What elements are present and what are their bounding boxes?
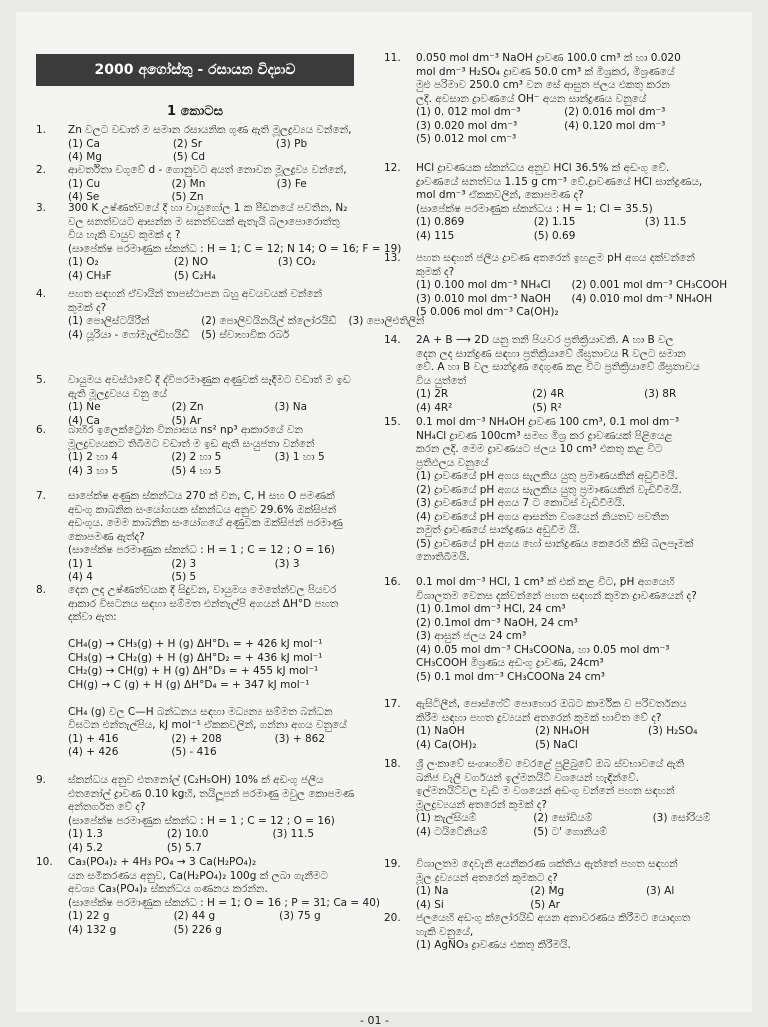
answer-option: (3) 11.5 (644, 216, 687, 228)
answer-options (416, 388, 744, 415)
question-text-line: (සාපේක්ෂ පරමාණුක ස්කන්ධ : H = 1; O = 16 ; P = 31; Ca = 40) (68, 896, 381, 909)
answer-option: (4) Mg (68, 151, 102, 163)
answer-option: (3) Fe (276, 177, 307, 190)
exam-page (16, 12, 752, 1027)
answer-option: (1) පොලිස්ටයිරීන් (68, 315, 150, 327)
answer-option (709, 120, 744, 134)
answer-options (68, 733, 366, 760)
answer-option: (3) Al (645, 885, 675, 897)
question-text-line: (සාපේක්ෂ පරමාණුක ස්කන්ධය : H = 1; Cl = 35.5) (416, 202, 653, 215)
question-text-line: (5) 0.1 mol dm⁻³ CH₃COONa 24 cm³ (416, 670, 605, 683)
question-number: 12. (384, 162, 401, 174)
question-text-line: මූලද්‍රව්‍යයකට තිබීමට වඩාත් ම ඉඩ ඇති සංයුජතා වන්නේ (68, 437, 315, 450)
question-number: 2. (36, 164, 47, 176)
answer-option: (2) Mg (530, 885, 565, 897)
question-text-line: 0.1 mol dm⁻³ HCl, 1 cm³ ක් එක් කළ විට, pH අගයෙහි (416, 576, 675, 588)
answer-option: (5) 0.69 (533, 229, 576, 242)
answer-option: (1) Cu (68, 177, 101, 190)
question-text-line: දෙන ලද සාන්ද්‍රණ සඳහා ප්‍රතික්‍රියාවේ ශීඝ්‍රතාවය R වලට සමාන (416, 347, 686, 360)
answer-option: (5) - 416 (171, 746, 217, 758)
question-text-line: විශාලතම දෙවැනි අයනීකරණ ශක්තිය ඇත්තේ පහත සඳහන් (416, 858, 678, 870)
answer-option: (4) යූරියා - ෆෝමැල්ඩිහයිඩ් (68, 328, 190, 341)
question-number: 20. (384, 912, 401, 924)
question-text-line: Ca₃(PO₄)₂ + 4H₃ PO₄ → 3 Ca(H₂PO₄)₂ (68, 856, 257, 868)
part-heading: 1 කොටස (167, 104, 223, 119)
answer-option: (2) සෝඩියම් (533, 812, 593, 824)
answer-option: (3) පොලිඑතිලීන් (348, 315, 425, 327)
answer-option: (3) Na (274, 401, 308, 413)
question-text-line: කොපමණ ඇත්ද? (68, 530, 145, 543)
answer-option: (5) Cd (172, 151, 206, 163)
question-text-line: දක්වා ඇත: (68, 611, 117, 623)
question-body (68, 490, 366, 585)
answer-option (646, 899, 744, 913)
question-number: 14. (384, 334, 401, 346)
answer-option: (5) 226 g (173, 923, 222, 936)
question-text-line: හැකි වනුයේ, (416, 925, 474, 938)
question-text-line: (4) 0.05 mol dm⁻³ CH₃COONa, හා 0.05 mol dm⁻³ (416, 643, 670, 656)
answer-option: (1) 0.100 mol dm⁻³ NH₄Cl (416, 279, 551, 291)
question-body (416, 576, 744, 684)
answer-option: (5) Zn (171, 191, 204, 203)
question-number: 9. (36, 774, 47, 786)
question-text-line: සාපේක්ෂ අණුක ස්කන්ධය 270 ක් වන, C, H සහ O පමණක් (68, 490, 335, 502)
question-body (416, 698, 744, 752)
question-text-line: mol dm⁻³ H₂SO₄ ද්‍රාවණ 50.0 cm³ ක් මිශ්‍රකර, මිශ්‍රණයේ (416, 65, 675, 78)
question-text-line: විය හැකි වායුව කුමක් ද ? (68, 229, 181, 241)
question-number: 8. (36, 584, 47, 596)
question-text-line: (1) AgNO₃ ද්‍රාවණය එකතු කිරීමයි. (416, 939, 571, 951)
answer-options (416, 279, 744, 320)
answer-option: (5 0.006 mol dm⁻³ Ca(OH)₂ (416, 306, 559, 318)
question-body (68, 584, 366, 760)
answer-option: (4) Se (68, 191, 100, 203)
question-text-line: දෙන ලද උෂ්ණත්වයක දී සිදුවන, වායුමය මෙතේන්වල පියවර (68, 584, 337, 596)
question-text-line: වායුමය අවස්ථාවේ දී ද්විපරමාණුක අණුවක් සෑදීමට වඩාත් ම ඉඩ (68, 374, 351, 386)
answer-option (653, 826, 744, 840)
answer-option: (5) 0.012 mol cm⁻³ (416, 133, 517, 145)
answer-option: (5) C₂H₄ (173, 269, 216, 282)
question-text-line: ස්කන්ධය අනුව එතනෝල් (C₂H₅OH) 10% ක් අඩංගු ජලීය (68, 774, 324, 786)
question-text-line: නොතිබීමයි. (416, 551, 470, 563)
answer-option: (3) + 862 (274, 732, 326, 745)
answer-option: (4) 132 g (68, 923, 117, 936)
question-number: 6. (36, 424, 47, 436)
question-number: 5. (36, 374, 47, 386)
question-text-line: විය යුත්තේ (416, 374, 467, 387)
question-text-line: 0.050 mol dm⁻³ NaOH ද්‍රාවණ 100.0 cm³ ක් හා 0.020 (416, 52, 681, 64)
answer-option: (4) 3 හා 5 (68, 464, 118, 477)
answer-option: (3) 75 g (279, 910, 321, 922)
answer-option: (5) 4 හා 5 (171, 464, 222, 477)
question-body (416, 858, 744, 912)
question-text-line: මූල ද්‍රව්‍යයන් අතරෙන් කුමකට ද? (416, 871, 558, 884)
answer-option: (2) 3 (171, 557, 197, 570)
answer-options (416, 216, 744, 243)
question-text-line: (2) ද්‍රාවණයේ pH අගය සැලකිය යුතු ප්‍රමාණයකින් වැඩිවීමයි. (416, 483, 682, 496)
question-number: 18. (384, 758, 401, 770)
answer-option: (3) H₂SO₄ (647, 725, 698, 737)
answer-option: (5) R² (532, 401, 562, 414)
question-text-line: ආකාර විඝටනය සඳහා සම්මත එන්තැල්පි අගයන් ΔH°D පහත (68, 597, 339, 610)
question-body (416, 252, 744, 320)
question-text-line: පහත සඳහන් ඒවායින් තාපස්ථාපන බහු අවයවයක් වන්නේ (68, 288, 323, 300)
question-text-line: මුළු පරිමාව 250.0 cm³ වන සේ ආසුත ජලය එකතු කරන (416, 79, 670, 91)
question-number: 4. (36, 288, 47, 300)
question-text-line (68, 625, 366, 639)
question-text-line: ඛනිජ වැලි වර්ගයන් ඉල්මනයිට් වශයෙන් හැඳින්වේ. (416, 771, 639, 784)
question-text-line: CH(g) → C (g) + H (g) ΔH°D₄ = + 347 kJ mol⁻¹ (68, 678, 310, 691)
answer-option: (5) 5 (171, 571, 197, 583)
question-number: 11. (384, 52, 401, 64)
question-text-line: අවශ්‍ය Ca₃(PO₄)₂ ස්කන්ධය ගණනය කරන්න. (68, 883, 268, 895)
answer-option: (1) + 416 (68, 732, 119, 745)
question-text-line: කුමක් ද? (416, 265, 455, 278)
question-text-line: මූලද්‍රව්‍යයන් අතරෙන් කුමක් ද? (416, 798, 547, 811)
answer-option: (2) Mn (171, 177, 206, 190)
question-body (68, 374, 366, 428)
answer-option: (2) පොලිවයිනයිල් ක්ලෝරයිඩ් (201, 315, 337, 327)
question-text-line: කුමක් ද? (68, 301, 107, 314)
question-text-line: (සාපේක්ෂ පරමාණුක ස්කන්ධ : H = 1; C = 12; N 14; O = 16; F = 19) (68, 242, 402, 255)
answer-option: (5) Ar (530, 898, 560, 911)
answer-option: (2) Zn (171, 401, 204, 413)
answer-option: (2) 44 g (173, 910, 216, 922)
question-text-line: (4) ද්‍රාවණයේ pH අගය ආසන්න වශයෙන් නියතව පවතින (416, 510, 669, 523)
question-body (68, 164, 366, 205)
question-text-line: (සාපේක්ෂ පරමාණුක ස්කන්ධ : H = 1 ; C = 12 ; O = 16) (68, 814, 335, 827)
answer-options (416, 812, 744, 839)
question-text-line: නමුත් ද්‍රාවණයේ සාන්ද්‍රණය අඩුවීම යි. (416, 524, 580, 536)
answer-options (68, 828, 366, 855)
answer-option (648, 739, 744, 753)
question-text-line: (1) 0.1mol dm⁻³ HCl, 24 cm³ (416, 603, 566, 615)
answer-option: (2) 0.001 mol dm⁻³ CH₃COOH (571, 279, 728, 291)
answer-option: (1) 1.3 (68, 828, 103, 840)
answer-option: (2) Sr (172, 137, 203, 150)
question-number: 19. (384, 858, 401, 870)
question-body (416, 416, 744, 565)
question-text-line: Zn වලට වඩාත් ම සමාන රසායනික ගුණ ඇති මූලද්‍රව්‍යය වන්නේ, (68, 124, 352, 136)
answer-option: (1) 0. 012 mol dm⁻³ (416, 106, 521, 118)
question-number: 15. (384, 416, 401, 428)
question-text-line: (1) ද්‍රාවණයේ pH අගය සැලකිය යුතු ප්‍රමාණයකින් අඩුවීමයි. (416, 470, 678, 482)
answer-option: (1) Ca (68, 137, 100, 150)
question-text-line: ද්‍රාවණයේ ඝනත්වය 1.15 g cm⁻³ වේ.ද්‍රාවණයේ HCl සාන්ද්‍රණය, (416, 175, 703, 188)
answer-option: (4) 0.120 mol dm⁻³ (564, 119, 666, 132)
answer-option: (3) සෝරියම් (652, 812, 711, 824)
answer-option: (2) 4R (532, 388, 565, 400)
answer-option: (1) Na (416, 885, 449, 897)
answer-option: (1) 22 g (68, 910, 110, 922)
question-text-line: CH₃COOH මිශ්‍රණය අඩංගු ද්‍රාවණ, 24cm³ (416, 657, 604, 669)
answer-option: (4) + 426 (68, 746, 119, 758)
question-text-line: අන්තර්ගත වේ ද? (68, 801, 146, 813)
question-text-line: වේ. A හා B වල සාන්ද්‍රණ දෙගුණ කළ විට ප්‍රතික්‍රියාවේ ශීඝ්‍රතාවය (416, 361, 700, 373)
answer-options (416, 885, 744, 912)
answer-options (416, 725, 744, 752)
question-text-line: ආවර්තිතා වගුවේ d - ගොනුවට අයත් නොවන මූලද්‍රව්‍ය වන්නේ, (68, 164, 347, 176)
answer-option: (1) NaOH (416, 725, 465, 737)
question-text-line: එතනෝල් ද්‍රාවණ 0.10 kgහි, තයිලූපන් පරමාණු මවුල කොපමණ (68, 787, 354, 800)
answer-option: (4) Ca(OH)₂ (416, 738, 477, 751)
answer-options (68, 451, 366, 478)
answer-option: (4) Ca (68, 414, 100, 427)
question-text-line: ලදි. අවසාන ද්‍රාවණයේ OH⁻ අයන සාන්ද්‍රණය වනුයේ (416, 92, 647, 105)
question-text-line: 2A + B ⟶ 2D යනු තනි පියවර ප්‍රතික්‍රියාවකි. A හා B වල (416, 334, 674, 346)
question-text-line: CH₄ (g) වල C—H බන්ධනය සඳහා මධ්‍යන්‍ය සම්මත බන්ධන (68, 705, 333, 718)
question-number: 17. (384, 698, 401, 710)
question-text-line: (5) ද්‍රාවණයේ pH අගය හෝ සාන්ද්‍රණය කෙරෙහි කිසි බලපෑමක් (416, 537, 694, 550)
question-body (416, 758, 744, 839)
answer-options (68, 256, 366, 283)
answer-option: (4) 115 (416, 229, 455, 242)
answer-option: (1) O₂ (68, 256, 99, 268)
answer-option: (3) 0.020 mol dm⁻³ (416, 119, 518, 132)
question-text-line: CH₄(g) → CH₃(g) + H (g) ΔH°D₁ = + 426 kJ mol⁻¹ (68, 638, 323, 650)
answer-option: (4) ටයිටේනියම් (416, 825, 488, 838)
question-body (68, 774, 366, 855)
question-text-line: කිරීම සඳහා පහත ද්‍රව්‍යයන් අතරෙන් කුමක් භාවිත වේ ද? (416, 711, 662, 724)
question-text-line: ඇසිටිලීන්, පොස්ෆේට් පොහොර ඔබට කාර්මික ව පරිවර්තනය (416, 698, 687, 710)
question-text-line: (සාපේක්ෂ පරමාණුක ස්කන්ධ : H = 1 ; C = 12 ; O = 16) (68, 544, 335, 556)
answer-option: (5) ට' ගොනියම් (533, 825, 607, 838)
question-text-line: CH₂(g) → CH(g) + H (g) ΔH°D₃ = + 455 kJ mol⁻¹ (68, 665, 319, 677)
question-text-line: වල ඝනත්වයට ආසන්න ම ඝනත්වයක් ඇතැයි බලාපොරොත්තු (68, 215, 340, 228)
answer-option: (3) 0.010 mol dm⁻³ NaOH (416, 292, 551, 305)
answer-option: (5) ස්වාභාවික රබර් (201, 328, 290, 341)
answer-option: (3) 1 හා 5 (274, 451, 325, 463)
answer-option: (3) 3 (274, 557, 300, 570)
answer-option: (3) CO₂ (277, 256, 316, 268)
question-text-line: (3) ද්‍රාවණයේ pH අගය 7 ට කොටස් වැඩිවීමයි. (416, 497, 626, 509)
answer-option: (3) Pb (275, 137, 308, 150)
question-number: 10. (36, 856, 53, 868)
question-body (68, 424, 366, 478)
question-text-line: mol dm⁻³ ඒකකවලින්, කොපමණ ද? (416, 189, 584, 201)
question-text-line: ඇති මූලද්‍රව්‍යය වනු යේ (68, 387, 167, 400)
answer-option (740, 279, 744, 293)
question-text-line: විඝටන එන්තැල්පිය, kJ mol⁻¹ ඒකකවලින්, ගන්නා අගය වනුයේ (68, 719, 347, 731)
question-text-line: HCl ද්‍රාවණයක ස්කන්ධය අනුව HCl 36.5% ක් අඩංගු වේ. (416, 162, 670, 174)
question-text-line: කරන ලදි. මෙම ද්‍රාවණයට ජලය 10 cm³ එකතු කළ විට (416, 443, 663, 455)
question-text-line: පහත සඳහන් ජලීය ද්‍රාවණ අතරෙන් ඉහළම pH අගය දක්වන්නේ (416, 252, 695, 264)
question-text-line: 300 K උෂ්ණත්වයේ දී හා වායුගෝල 1 ක පීඩනයේ පවතින, N₂ (68, 202, 348, 214)
answer-option: (5) 5.7 (166, 841, 202, 854)
answer-options (68, 558, 366, 585)
answer-options (416, 106, 744, 147)
question-number: 7. (36, 490, 47, 502)
answer-option: (3) 11.5 (272, 828, 315, 840)
question-body (416, 162, 744, 243)
question-text-line: අඩංගු කාබනික සංයෝගයක ස්කන්ධය අනුව 29.6% ඔක්සිජන් (68, 503, 337, 516)
exam-title-banner: 2000 අගෝස්තු - රසායන විද්‍යාව (36, 54, 354, 86)
question-body (416, 334, 744, 415)
answer-option (709, 106, 744, 120)
question-body (68, 124, 366, 165)
question-text-line: 0.1 mol dm⁻³ NH₄OH ද්‍රාවණ 100 cm³, 0.1 mol dm⁻³ (416, 416, 680, 428)
answer-option: (2) NH₄OH (535, 725, 590, 737)
answer-option: (1) 2 හා 4 (68, 451, 118, 463)
answer-options (68, 910, 366, 937)
answer-option: (1) Ne (68, 401, 101, 413)
answer-option: (2) 1.15 (533, 216, 576, 228)
question-text-line: NH₄Cl ද්‍රාවණ 100cm³ සමඟ මිශ්‍ර කර ද්‍රාවණයක් පිළියෙළ (416, 429, 673, 442)
question-text-line: CH₃(g) → CH₂(g) + H (g) ΔH°D₂ = + 436 kJ mol⁻¹ (68, 651, 323, 664)
question-text-line: ශ්‍රී ලංකාවේ සංගෘහමිව වෙරළේ පුළිබුවේ ඔබ ස්වභාවයේ ඇති (416, 758, 685, 770)
question-text-line: ප්‍රතිඵලය වනුයේ (416, 456, 489, 469)
answer-option: (4) 5.2 (68, 841, 103, 854)
question-number: 3. (36, 202, 47, 214)
answer-option: (4) 0.010 mol dm⁻³ NH₄OH (571, 292, 713, 305)
question-number: 16. (384, 576, 401, 588)
answer-option: (2) 10.0 (166, 828, 209, 840)
question-body (68, 856, 381, 937)
question-body (416, 912, 744, 953)
question-text-line: (3) ආසුන් ජලය 24 cm³ (416, 630, 527, 642)
question-text-line: (2) 0.1mol dm⁻³ NaOH, 24 cm³ (416, 616, 578, 629)
question-text-line (68, 692, 366, 706)
question-text-line: ඉල්මනයිට්වල වැඩි ම වශයෙන් අඩංගු වන්නේ පහත සඳහන් (416, 785, 675, 797)
answer-option: (1) කැල්සියම් (416, 812, 477, 824)
answer-option: (4) 4 (68, 571, 93, 583)
answer-option: (4) CH₃F (68, 269, 112, 282)
answer-option: (5) Ar (171, 414, 202, 427)
answer-option: (5) NaCl (535, 738, 578, 751)
page-number: - 01 - (360, 1014, 389, 1027)
answer-option: (2) + 208 (171, 732, 222, 745)
answer-option: (1) 2R (416, 388, 449, 400)
question-number: 13. (384, 252, 401, 264)
question-text-line: විශාලතම වෙනස දක්වන්නේ පහත සඳහන් කුමන ද්‍රාවණයෙන් ද? (416, 589, 697, 602)
question-text-line: ජලයෙහි අඩංගු ක්ලෝරයිඩ් අයන අනාවරණය කිරීමට යොදාගත (416, 912, 691, 924)
question-body (416, 52, 744, 147)
answer-option: (2) 2 හා 5 (171, 451, 222, 463)
question-number: 1. (36, 124, 47, 136)
answer-option: (4) 4R² (416, 401, 453, 414)
answer-option: (4) Si (416, 898, 444, 911)
answer-option: (3) 8R (644, 388, 677, 400)
answer-option: (1) 0.869 (416, 216, 465, 228)
answer-option: (2) 0.016 mol dm⁻³ (564, 106, 666, 118)
answer-option: (1) 1 (68, 557, 93, 570)
answer-option (740, 293, 744, 307)
question-text-line: බාහිර ඉලෙක්ට්‍රෝන වින්‍යාසය ns² np³ ආකාරයේ වන (68, 424, 304, 436)
question-text-line: අඩංගුය. මෙම කාබනික සංයෝගයේ අණුවක ඔක්සිජන් පරමාණු (68, 517, 343, 529)
answer-options (68, 178, 366, 205)
answer-options (68, 138, 366, 165)
question-text-line: යන සමීකරණය අනුව, Ca(H₂PO₄)₂ 100g ක් ලබා ගැනීමට (68, 869, 328, 882)
answer-option: (2) NO (173, 256, 209, 268)
